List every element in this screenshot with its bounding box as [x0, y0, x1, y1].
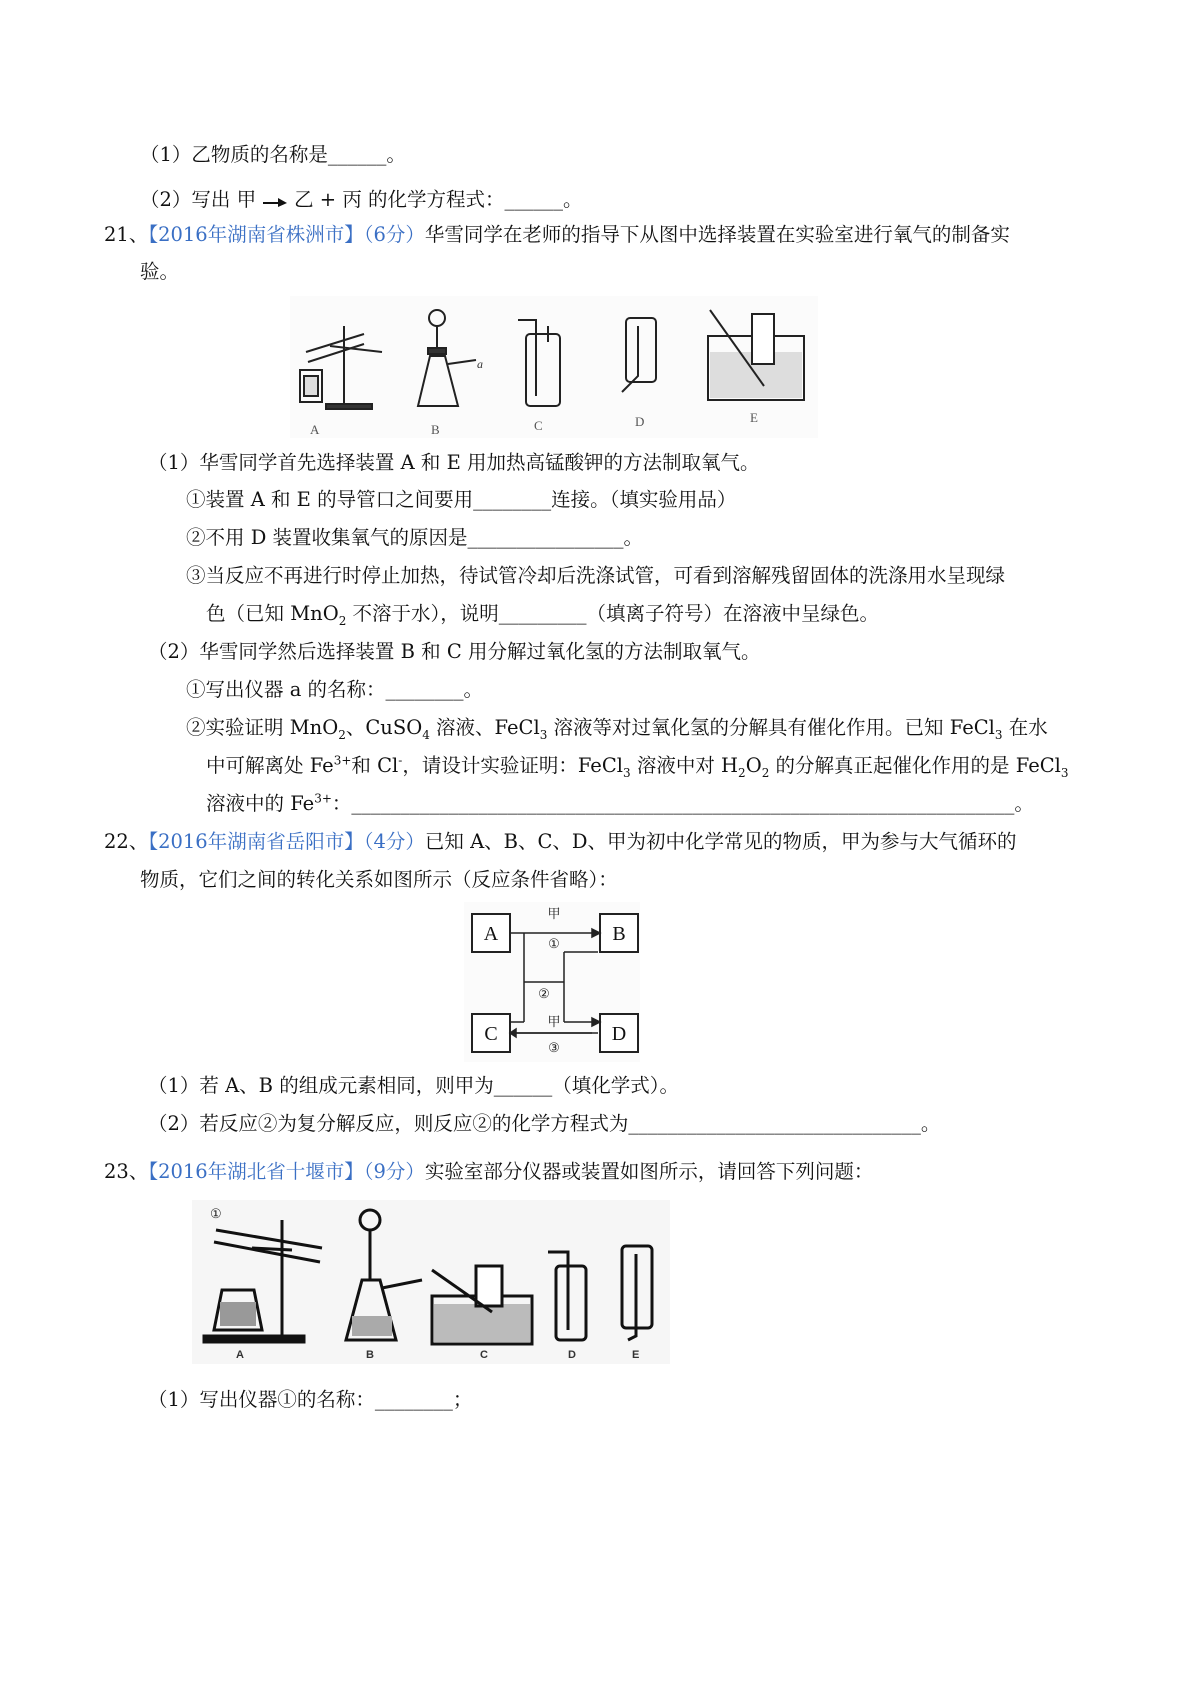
text-segment: 溶液中对 H: [630, 754, 739, 777]
box-a-label: A: [483, 923, 499, 945]
q21-fig-label-a: a: [477, 357, 483, 371]
q21-source: 【2016年湖南省株洲市】: [148, 223, 364, 246]
q22-stem-text: 已知 A、B、C、D、甲为初中化学常见的物质，甲为参与大气循环的: [424, 830, 1017, 853]
q21-number: 21、: [104, 223, 149, 246]
reaction-arrow-icon: [262, 194, 288, 208]
arrow-mid-number: ②: [538, 986, 550, 1001]
subscript: 3: [539, 727, 548, 742]
text-segment: 溶液中的 Fe: [206, 792, 315, 815]
q21-part1-2: ②不用 D 装置收集氧气的原因是________________。: [186, 526, 644, 549]
q20-part2-b: 乙 + 丙 的化学方程式：______。: [294, 188, 583, 211]
q21-part2-2: [186, 714, 1048, 742]
arrow-top-number: ①: [548, 936, 560, 951]
box-b-label: B: [612, 923, 626, 945]
q20-part2-a: （2）写出 甲: [140, 188, 257, 211]
q21-stem: [104, 221, 1010, 249]
subscript: 3: [623, 765, 631, 780]
text-segment: 溶液等对过氧化氢的分解具有催化作用。已知 FeCl: [547, 716, 995, 739]
text-segment: ，请设计实验证明：FeCl: [402, 754, 623, 777]
q23-fig-label-B: B: [366, 1349, 374, 1361]
q21-fig-label-A: A: [310, 422, 320, 437]
q21-part1: （1）华雪同学首先选择装置 A 和 E 用加热高锰酸钾的方法制取氧气。: [148, 451, 760, 474]
q23-stem: [104, 1158, 873, 1186]
superscript: 3+: [314, 791, 332, 806]
q21-fig-label-D: D: [635, 414, 645, 429]
q23-fig-label-D: D: [568, 1349, 576, 1361]
q22-part2: （2）若反应②为复分解反应，则反应②的化学方程式为______________________________。: [148, 1112, 941, 1135]
q22-part1: （1）若 A、B 的组成元素相同，则甲为______（填化学式）。: [148, 1074, 679, 1097]
q23-stem-text: 实验室部分仪器或装置如图所示，请回答下列问题：: [424, 1160, 874, 1183]
subscript: 2: [338, 727, 346, 742]
text-segment: 溶液、FeCl: [429, 716, 540, 739]
subscript: 2: [338, 613, 347, 628]
q21-fig-label-C: C: [534, 418, 543, 433]
q23-fig-marker: ①: [210, 1206, 222, 1221]
text-segment: 和 Cl: [351, 754, 399, 777]
q21-part1-3: ③当反应不再进行时停止加热，待试管冷却后洗涤试管，可看到溶解残留固体的洗涤用水呈现绿: [186, 564, 1006, 587]
q21-stem-cont: 验。: [140, 260, 180, 283]
subscript: 2: [761, 765, 770, 780]
q23-number: 23、: [104, 1160, 149, 1183]
text-segment: 色（已知 MnO: [206, 602, 339, 625]
q23-fig-label-C: C: [480, 1349, 488, 1361]
arrow-top-label: 甲: [547, 906, 561, 921]
q21-part2-1: ①写出仪器 a 的名称：________。: [186, 678, 484, 701]
q21-part1-1: ①装置 A 和 E 的导管口之间要用________连接。（填实验用品）: [186, 488, 737, 511]
q22-score: （4分）: [363, 830, 425, 853]
q22-transformation-diagram: [464, 902, 640, 1062]
text-segment: ②实验证明 MnO: [186, 716, 339, 739]
q21-part2: （2）华雪同学然后选择装置 B 和 C 用分解过氧化氢的方法制取氧气。: [148, 640, 761, 663]
q23-score: （9分）: [363, 1160, 425, 1183]
box-d-label: D: [611, 1023, 627, 1045]
q23-apparatus-figure: [192, 1200, 670, 1364]
q23-source: 【2016年湖北省十堰市】: [148, 1160, 364, 1183]
subscript: 2: [738, 765, 746, 780]
text-segment: 不溶于水），说明_________（填离子符号）在溶液中呈绿色。: [346, 602, 880, 625]
text-segment: ：____________________________________________________________________。: [331, 792, 1034, 815]
superscript: 3+: [333, 753, 352, 768]
superscript: -: [398, 753, 403, 768]
arrow-bottom-label: 甲: [547, 1014, 561, 1029]
q22-stem: [104, 828, 1017, 856]
q21-score: （6分）: [363, 223, 425, 246]
text-segment: 中可解离处 Fe: [206, 754, 334, 777]
q22-source: 【2016年湖南省岳阳市】: [148, 830, 364, 853]
q21-part1-3-cont: [206, 600, 879, 628]
q23-fig-label-A: A: [236, 1349, 244, 1361]
text-segment: O: [745, 754, 762, 777]
arrow-bottom-number: ③: [548, 1040, 560, 1055]
q21-part2-2-end: [206, 790, 1034, 818]
q23-part1: （1）写出仪器①的名称：________；: [148, 1388, 473, 1411]
q21-fig-label-E: E: [750, 410, 758, 425]
box-c-label: C: [484, 1023, 498, 1045]
q20-part1: （1）乙物质的名称是______。: [140, 143, 406, 166]
q22-stem-cont: 物质，它们之间的转化关系如图所示（反应条件省略）：: [140, 868, 618, 891]
q21-apparatus-figure: [290, 296, 818, 438]
subscript: 3: [1060, 765, 1069, 780]
q20-part2: [140, 186, 583, 214]
q23-fig-label-E: E: [632, 1349, 640, 1361]
q22-number: 22、: [104, 830, 149, 853]
text-segment: 、CuSO: [345, 716, 423, 739]
q21-stem-text: 华雪同学在老师的指导下从图中选择装置在实验室进行氧气的制备实: [424, 223, 1010, 246]
q21-fig-label-B: B: [431, 422, 440, 437]
text-segment: 的分解真正起催化作用的是 FeCl: [769, 754, 1061, 777]
q21-part2-2-cont: [206, 752, 1069, 780]
subscript: 3: [994, 727, 1003, 742]
subscript: 4: [422, 727, 430, 742]
text-segment: 在水: [1002, 716, 1048, 739]
